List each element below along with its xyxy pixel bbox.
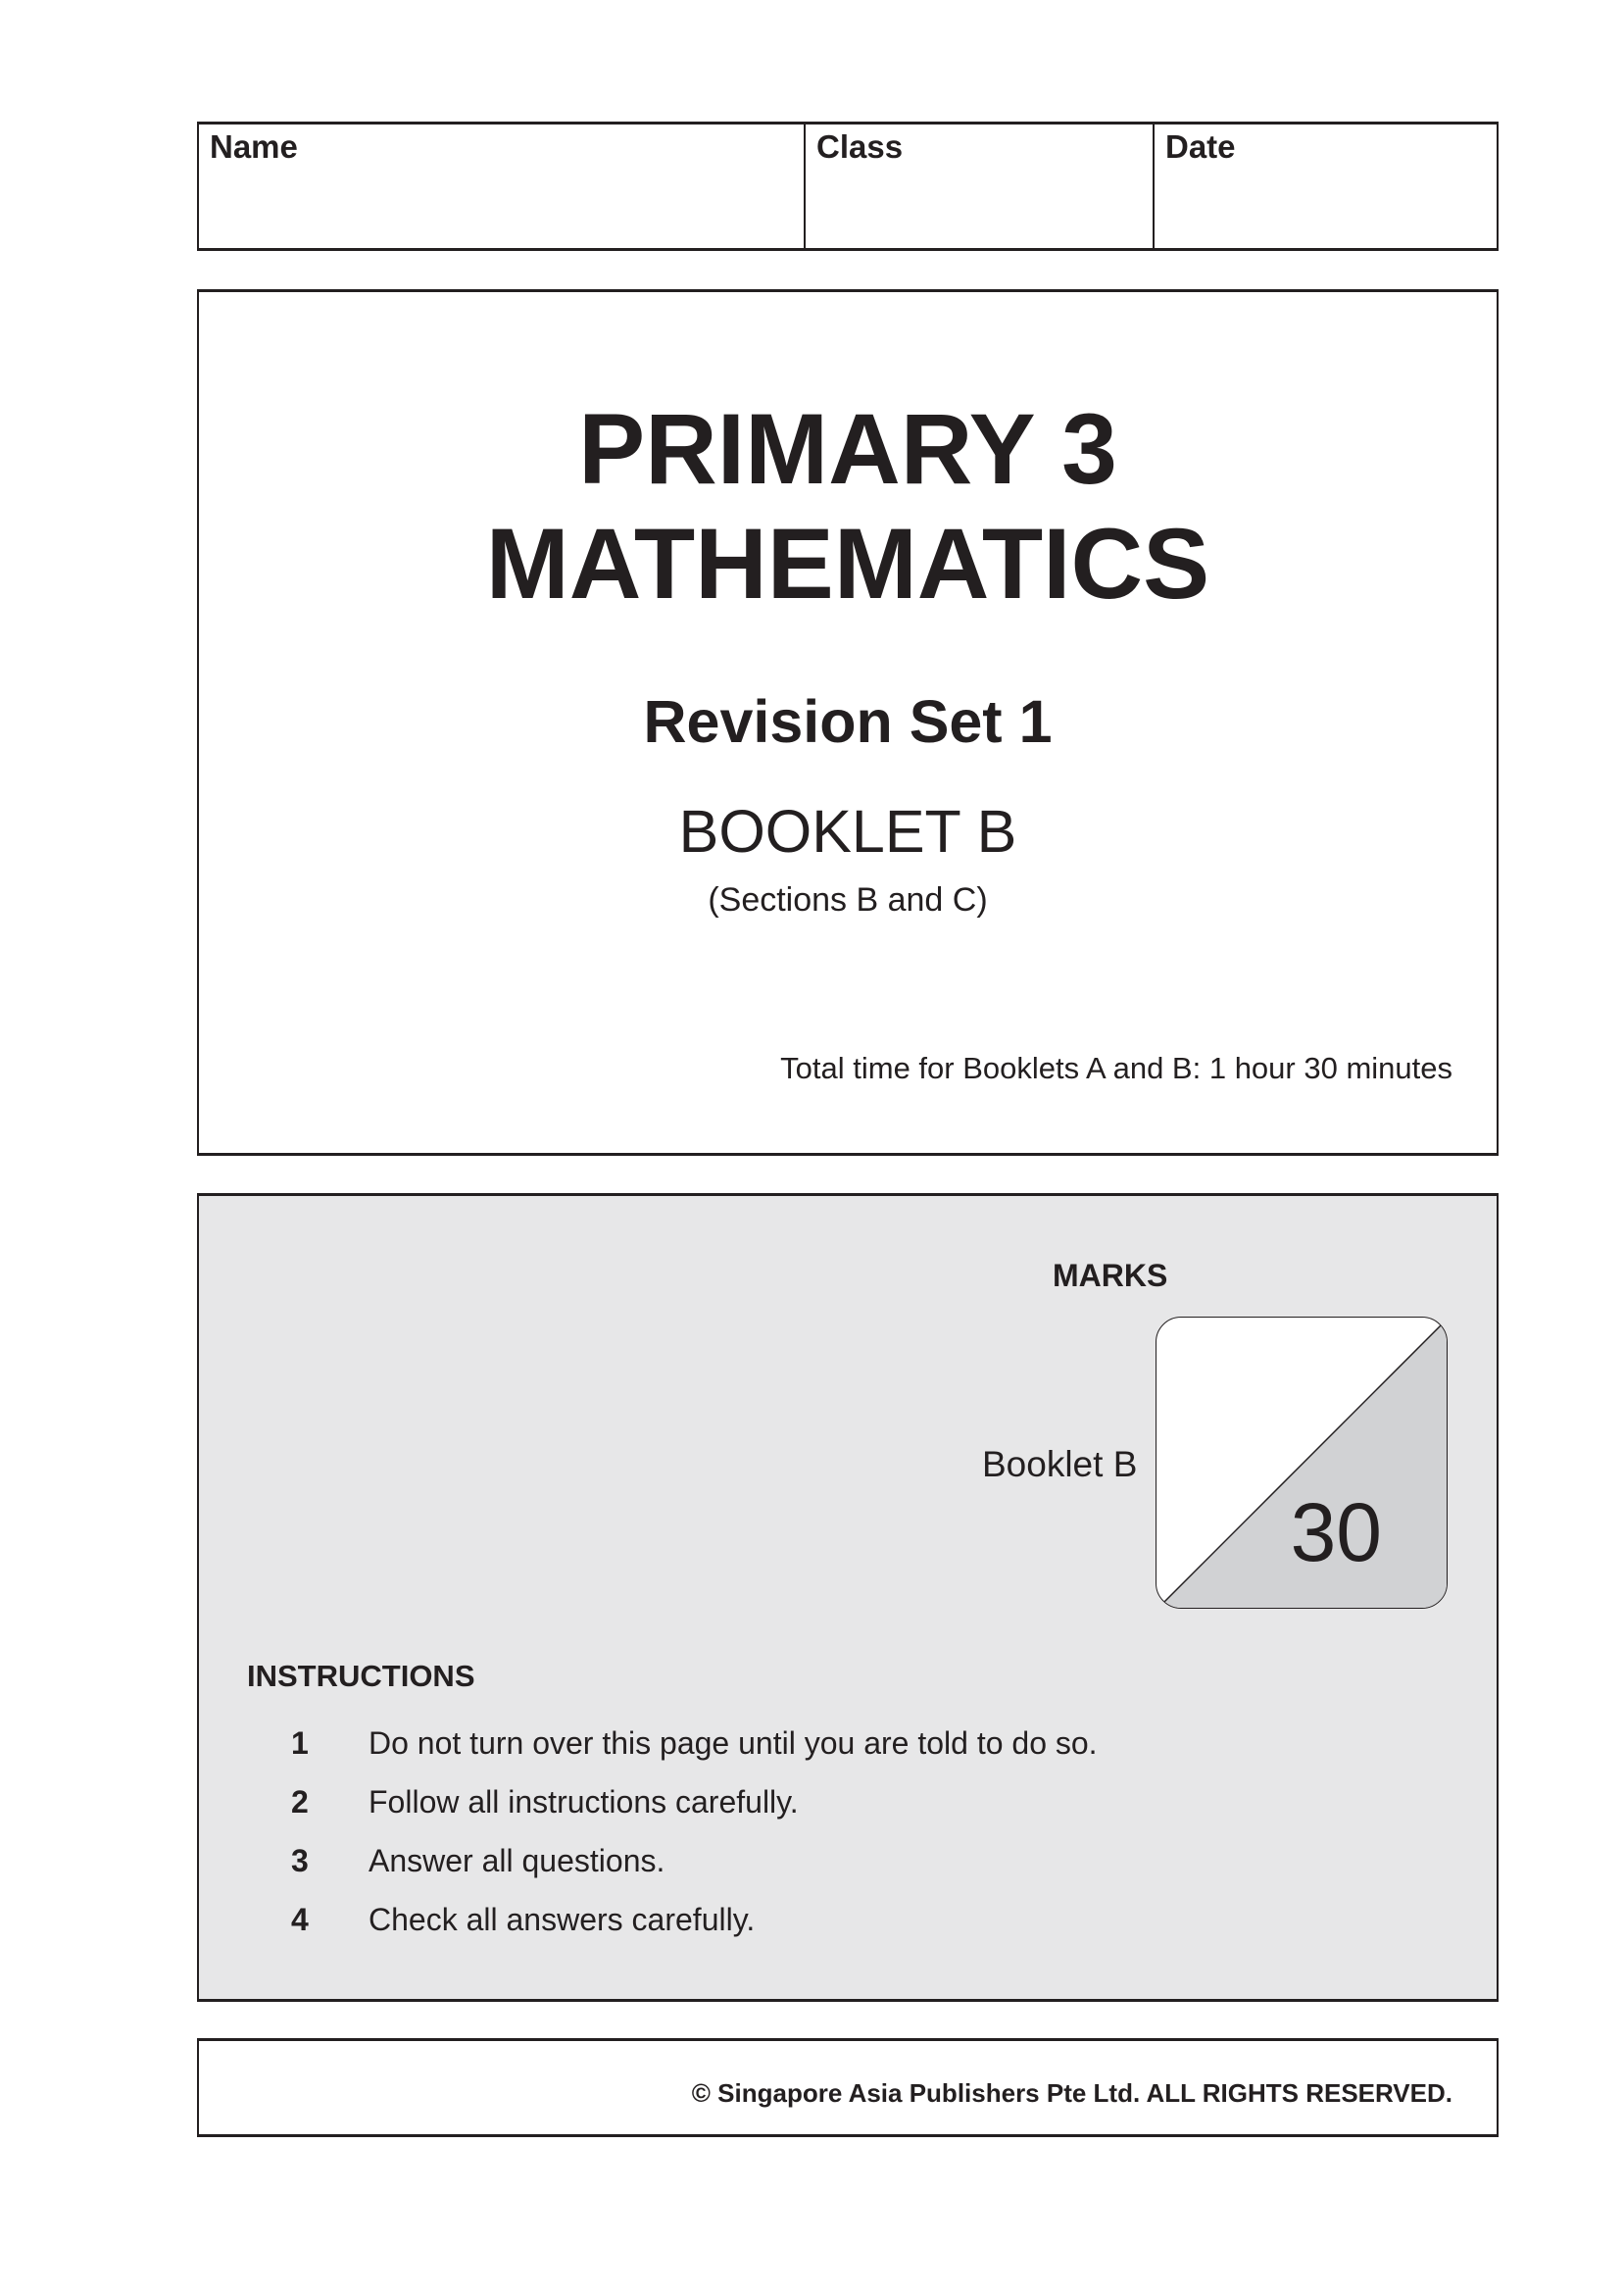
instruction-text: Check all answers carefully. (369, 1902, 756, 1937)
date-field[interactable] (1153, 125, 1497, 248)
instruction-text: Answer all questions. (369, 1843, 665, 1878)
marks-total: 30 (1290, 1486, 1382, 1578)
copyright-footer (197, 2038, 1499, 2137)
marks-heading: MARKS (1053, 1258, 1168, 1293)
name-label: Name (210, 128, 298, 165)
booklet-title: BOOKLET B (678, 798, 1017, 865)
marks-score-box[interactable] (1156, 1317, 1448, 1609)
instruction-number: 4 (291, 1902, 309, 1937)
title-panel (197, 289, 1499, 1156)
name-field[interactable] (199, 125, 804, 248)
instructions-heading: INSTRUCTIONS (247, 1659, 475, 1693)
instruction-number: 3 (291, 1843, 309, 1878)
instruction-number: 1 (291, 1725, 309, 1761)
class-field[interactable] (804, 125, 1153, 248)
sections-subtitle: (Sections B and C) (708, 881, 988, 919)
subject-title: MATHEMATICS (485, 508, 1210, 620)
class-label: Class (816, 128, 904, 165)
copyright-text: © Singapore Asia Publishers Pte Ltd. ALL RIGHTS RESERVED. (691, 2078, 1452, 2108)
instruction-text: Do not turn over this page until you are told to do so. (369, 1725, 1098, 1761)
student-info-table (197, 122, 1499, 251)
instruction-item (0, 1904, 1372, 1943)
instruction-item (0, 1845, 1372, 1884)
instruction-item (0, 1786, 1372, 1825)
revision-set-title: Revision Set 1 (643, 688, 1053, 755)
level-title: PRIMARY 3 (578, 393, 1117, 505)
instruction-item (0, 1727, 1372, 1767)
marks-row-label: Booklet B (982, 1444, 1138, 1484)
instruction-number: 2 (291, 1784, 309, 1820)
instruction-text: Follow all instructions carefully. (369, 1784, 799, 1820)
date-label: Date (1165, 128, 1236, 165)
total-time-note: Total time for Booklets A and B: 1 hour 30 minutes (780, 1051, 1452, 1085)
